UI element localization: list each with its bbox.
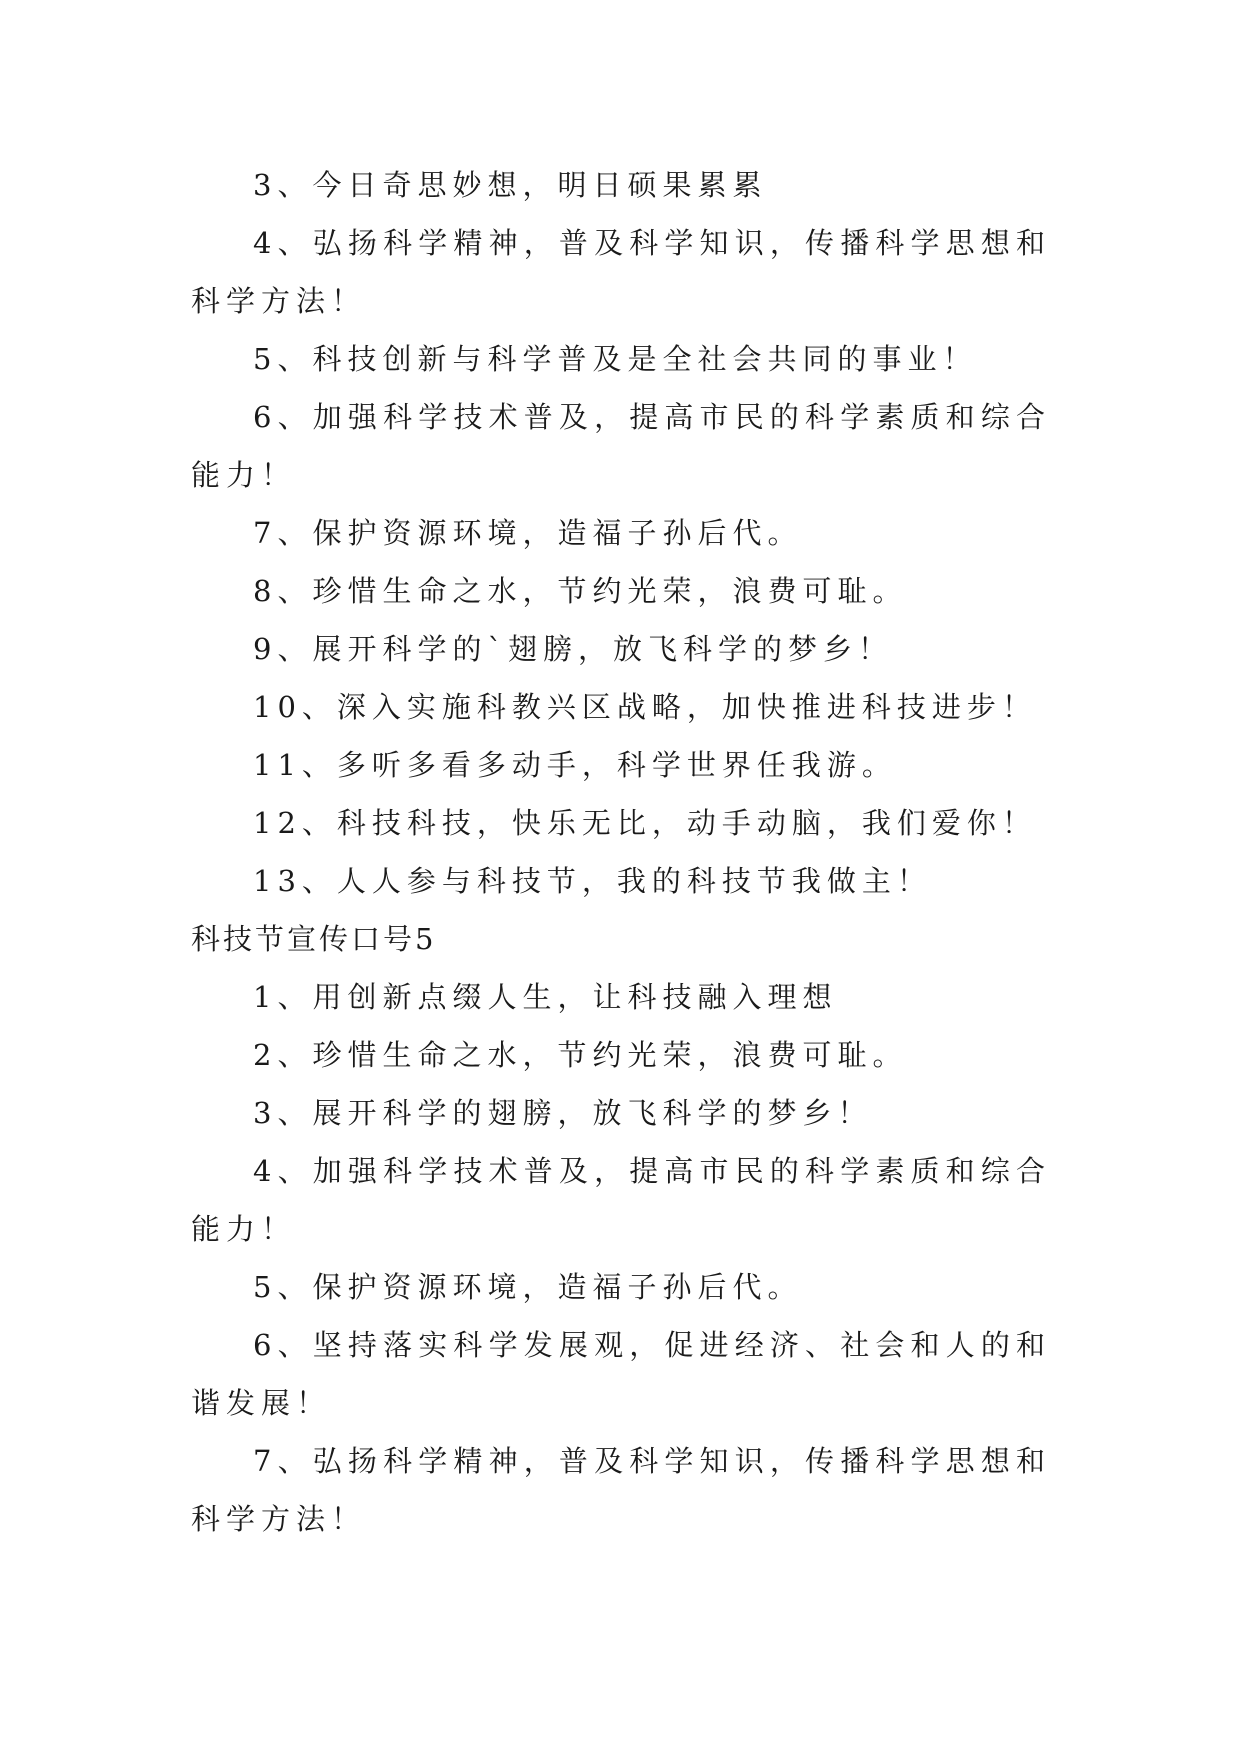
- slogan-item: 3、展开科学的翅膀，放飞科学的梦乡！: [253, 1096, 873, 1130]
- slogan-item: 6、坚持落实科学发展观，促进经济、社会和人的和谐发展！: [191, 1328, 1051, 1420]
- section-heading: 科技节宣传口号5: [191, 922, 437, 956]
- slogan-item: 12、科技科技，快乐无比，动手动脑，我们爱你！: [253, 806, 1037, 840]
- slogan-item: 3、今日奇思妙想，明日硕果累累: [253, 168, 768, 202]
- slogan-item: 1、用创新点缀人生，让科技融入理想: [253, 980, 838, 1014]
- slogan-item: 5、保护资源环境，造福子孙后代。: [253, 1270, 803, 1304]
- slogan-item: 6、加强科学技术普及，提高市民的科学素质和综合能力！: [191, 400, 1051, 492]
- document-body: [191, 156, 1051, 1548]
- slogan-item: 13、人人参与科技节，我的科技节我做主！: [253, 864, 932, 898]
- slogan-item: 10、深入实施科教兴区战略，加快推进科技进步！: [253, 690, 1037, 724]
- slogan-item: 2、珍惜生命之水，节约光荣，浪费可耻。: [253, 1038, 908, 1072]
- slogan-item: 9、展开科学的`翅膀，放飞科学的梦乡！: [253, 632, 893, 666]
- slogan-item: 5、科技创新与科学普及是全社会共同的事业！: [253, 342, 978, 376]
- slogan-item: 8、珍惜生命之水，节约光荣，浪费可耻。: [253, 574, 908, 608]
- slogan-item: 4、弘扬科学精神，普及科学知识，传播科学思想和科学方法！: [191, 226, 1051, 318]
- slogan-item: 7、弘扬科学精神，普及科学知识，传播科学思想和科学方法！: [191, 1444, 1051, 1536]
- slogan-item: 7、保护资源环境，造福子孙后代。: [253, 516, 803, 550]
- slogan-item: 11、多听多看多动手，科学世界任我游。: [253, 748, 897, 782]
- slogan-item: 4、加强科学技术普及，提高市民的科学素质和综合能力！: [191, 1154, 1051, 1246]
